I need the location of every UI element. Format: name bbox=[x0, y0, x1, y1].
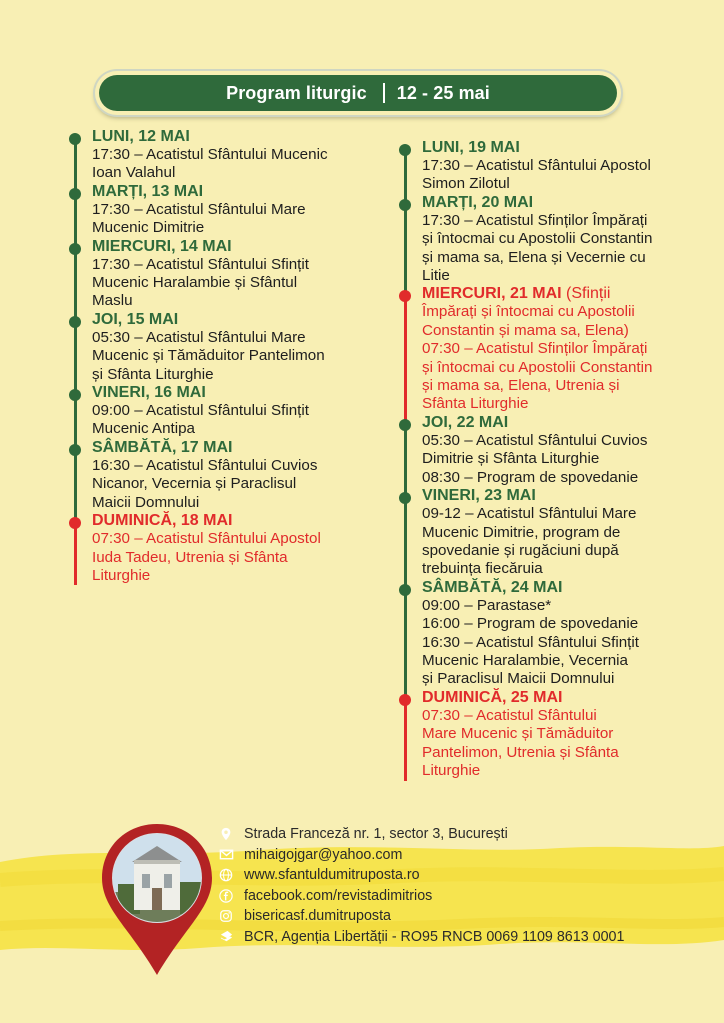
contact-text: Strada Franceză nr. 1, sector 3, București bbox=[244, 826, 508, 843]
schedule-entry-line: 16:30 – Acatistul Sfântului Sfințit bbox=[422, 633, 639, 651]
schedule-entry-line: Liturghie bbox=[92, 566, 151, 584]
day-title bbox=[92, 238, 372, 256]
day-title-text: MARȚI, 20 MAI bbox=[422, 193, 534, 211]
header-separator bbox=[383, 83, 385, 103]
contact-text: mihaigojgar@yahoo.com bbox=[244, 846, 403, 863]
day-title bbox=[422, 285, 702, 303]
day-title bbox=[422, 414, 702, 432]
day-title-text: VINERI, 16 MAI bbox=[92, 384, 206, 402]
day-block bbox=[392, 194, 702, 286]
timeline-dot bbox=[69, 389, 81, 401]
timeline-dot bbox=[69, 243, 81, 255]
timeline-dot bbox=[399, 492, 411, 504]
envelope-icon bbox=[218, 847, 234, 863]
schedule-entry-line: și întocmai cu Apostolii Constantin bbox=[422, 358, 653, 376]
contact-row bbox=[218, 865, 698, 886]
day-title-text: VINERI, 23 MAI bbox=[422, 487, 536, 505]
schedule-entry-line: 17:30 – Acatistul Sfinților Împărați bbox=[422, 211, 648, 229]
day-title-text: MARȚI, 13 MAI bbox=[92, 182, 204, 200]
schedule-entry-line: și mama sa, Elena, Utrenia și bbox=[422, 377, 620, 395]
schedule-right-column bbox=[392, 139, 702, 780]
schedule-entry-line: 17:30 – Acatistul Sfântului Mare bbox=[92, 200, 306, 218]
schedule-entry-line: trebuința fiecăruia bbox=[422, 560, 543, 578]
day-block bbox=[62, 128, 372, 183]
schedule-entry-line: și întocmai cu Apostolii Constantin bbox=[422, 230, 653, 248]
header-banner bbox=[95, 71, 621, 115]
schedule-entry-line: Mucenic și Tămăduitor Pantelimon bbox=[92, 347, 325, 365]
contact-row bbox=[218, 886, 698, 907]
schedule-entry-line: 16:00 – Program de spovedanie bbox=[422, 615, 639, 633]
schedule-entry-line: Constantin și mama sa, Elena) bbox=[422, 321, 629, 339]
schedule-entry-line: Ioan Valahul bbox=[92, 164, 176, 182]
day-block bbox=[392, 579, 702, 689]
schedule-entry-line: 09:00 – Acatistul Sfântului Sfințit bbox=[92, 402, 309, 420]
day-title bbox=[422, 689, 702, 707]
schedule-entry-line: Mucenic Haralambie, Vecernia bbox=[422, 651, 628, 669]
day-block bbox=[62, 311, 372, 384]
day-title-text: MIERCURI, 14 MAI bbox=[92, 237, 232, 255]
day-block bbox=[62, 238, 372, 311]
schedule-entry-line: 17:30 – Acatistul Sfântului Sfințit bbox=[92, 255, 309, 273]
day-note: (Sfinții bbox=[561, 285, 611, 303]
timeline-dot bbox=[69, 188, 81, 200]
location-pin-icon bbox=[218, 826, 234, 842]
day-title-text: SÂMBĂTĂ, 17 MAI bbox=[92, 438, 233, 456]
schedule-entry-line: 07:30 – Acatistul Sfinților Împărați bbox=[422, 340, 648, 358]
day-title bbox=[92, 311, 372, 329]
schedule-entry-line: Pantelimon, Utrenia și Sfânta bbox=[422, 743, 619, 761]
day-block bbox=[62, 512, 372, 585]
timeline-dot bbox=[399, 419, 411, 431]
day-title-text: JOI, 15 MAI bbox=[92, 310, 179, 328]
day-block bbox=[392, 689, 702, 781]
schedule-entry-line: 05:30 – Acatistul Sfântului Mare bbox=[92, 328, 306, 346]
instagram-icon bbox=[218, 908, 234, 924]
day-title bbox=[422, 194, 702, 212]
schedule-entry-line: 07:30 – Acatistul Sfântului bbox=[422, 706, 597, 724]
day-title bbox=[92, 439, 372, 457]
schedule-entry-line: Mucenic Dimitrie, program de bbox=[422, 523, 621, 541]
church-location-pin bbox=[98, 822, 216, 977]
contact-row bbox=[218, 824, 698, 845]
schedule-entry-line: 09:00 – Parastase* bbox=[422, 596, 552, 614]
facebook-icon bbox=[218, 888, 234, 904]
contact-text: bisericasf.dumitruposta bbox=[244, 908, 392, 925]
timeline-dot bbox=[399, 199, 411, 211]
timeline-dot bbox=[399, 694, 411, 706]
day-title-text: SÂMBĂTĂ, 24 MAI bbox=[422, 578, 563, 596]
contact-row bbox=[218, 906, 698, 927]
schedule-entry-line: și Sfânta Liturghie bbox=[92, 365, 214, 383]
header-title: Program liturgic bbox=[226, 82, 367, 103]
schedule-entry-line: Mucenic Haralambie și Sfântul bbox=[92, 274, 298, 292]
schedule-entry-line: Simon Zilotul bbox=[422, 175, 510, 193]
day-block bbox=[392, 285, 702, 413]
schedule-entry-line: Liturghie bbox=[422, 761, 481, 779]
schedule-entry-line: 08:30 – Program de spovedanie bbox=[422, 468, 639, 486]
schedule-entry-line: și Paraclisul Maicii Domnului bbox=[422, 670, 615, 688]
contact-list bbox=[218, 824, 698, 947]
schedule-entry-line: 17:30 – Acatistul Sfântului Apostol bbox=[422, 157, 651, 174]
header-dates: 12 - 25 mai bbox=[396, 82, 490, 103]
contact-row bbox=[218, 927, 698, 948]
schedule-entry-line: 16:30 – Acatistul Sfântului Cuvios bbox=[92, 456, 318, 474]
timeline-dot bbox=[69, 316, 81, 328]
bank-card-icon bbox=[218, 929, 234, 945]
day-title bbox=[422, 579, 702, 597]
timeline-dot bbox=[399, 144, 411, 156]
contact-text: facebook.com/revistadimitrios bbox=[244, 887, 433, 904]
schedule-entry-line: 05:30 – Acatistul Sfântului Cuvios bbox=[422, 431, 648, 449]
timeline-dot bbox=[399, 584, 411, 596]
schedule-entry-line: Mare Mucenic și Tămăduitor bbox=[422, 725, 614, 743]
schedule-entry-line: spovedanie și rugăciuni după bbox=[422, 541, 619, 559]
day-block bbox=[392, 414, 702, 487]
day-title bbox=[422, 487, 702, 505]
day-title-text: DUMINICĂ, 25 MAI bbox=[422, 688, 563, 706]
schedule-entry-line: Iuda Tadeu, Utrenia și Sfânta bbox=[92, 548, 288, 566]
day-block bbox=[392, 487, 702, 579]
day-block bbox=[62, 384, 372, 439]
day-title bbox=[92, 384, 372, 402]
schedule-entry-line: 17:30 – Acatistul Sfântului Mucenic bbox=[92, 146, 328, 163]
schedule-entry-line: 09-12 – Acatistul Sfântului Mare bbox=[422, 505, 637, 523]
globe-icon bbox=[218, 867, 234, 883]
schedule-entry-line: și mama sa, Elena și Vecernie cu bbox=[422, 248, 646, 266]
schedule-entry-line: Litie bbox=[422, 267, 450, 285]
timeline-dot bbox=[69, 133, 81, 145]
day-title-text: DUMINICĂ, 18 MAI bbox=[92, 512, 233, 530]
timeline-dot bbox=[399, 290, 411, 302]
day-block bbox=[62, 439, 372, 512]
day-block bbox=[392, 139, 702, 194]
schedule-entry-line: Maicii Domnului bbox=[92, 493, 200, 511]
schedule-entry-line: Maslu bbox=[92, 292, 133, 310]
contact-row bbox=[218, 845, 698, 866]
schedule-entry-line: Mucenic Antipa bbox=[92, 420, 195, 438]
timeline-dot bbox=[69, 444, 81, 456]
contact-text: BCR, Agenția Libertății - RO95 RNCB 0069 1109 8613 0001 bbox=[244, 928, 625, 945]
contact-text: www.sfantuldumitruposta.ro bbox=[244, 867, 420, 884]
schedule-entry-line: Dimitrie și Sfânta Liturghie bbox=[422, 450, 600, 468]
day-title bbox=[92, 128, 372, 146]
schedule-entry-line: Sfânta Liturghie bbox=[422, 395, 529, 413]
day-title-text: MIERCURI, 21 MAI bbox=[422, 285, 562, 303]
schedule-entry-line: Împărați și întocmai cu Apostolii bbox=[422, 303, 635, 321]
schedule-entry-line: 07:30 – Acatistul Sfântului Apostol bbox=[92, 530, 321, 548]
day-block bbox=[62, 183, 372, 238]
schedule-entry-line: Nicanor, Vecernia și Paraclisul bbox=[92, 475, 297, 493]
day-title bbox=[422, 139, 702, 157]
timeline-dot bbox=[69, 517, 81, 529]
day-title-text: JOI, 22 MAI bbox=[422, 413, 509, 431]
day-title-text: LUNI, 19 MAI bbox=[422, 139, 520, 156]
schedule-entry-line: Mucenic Dimitrie bbox=[92, 219, 205, 237]
day-title bbox=[92, 512, 372, 530]
schedule-left-column bbox=[62, 128, 372, 585]
header-banner-inner bbox=[99, 75, 617, 111]
day-title-text: LUNI, 12 MAI bbox=[92, 128, 190, 145]
day-title bbox=[92, 183, 372, 201]
